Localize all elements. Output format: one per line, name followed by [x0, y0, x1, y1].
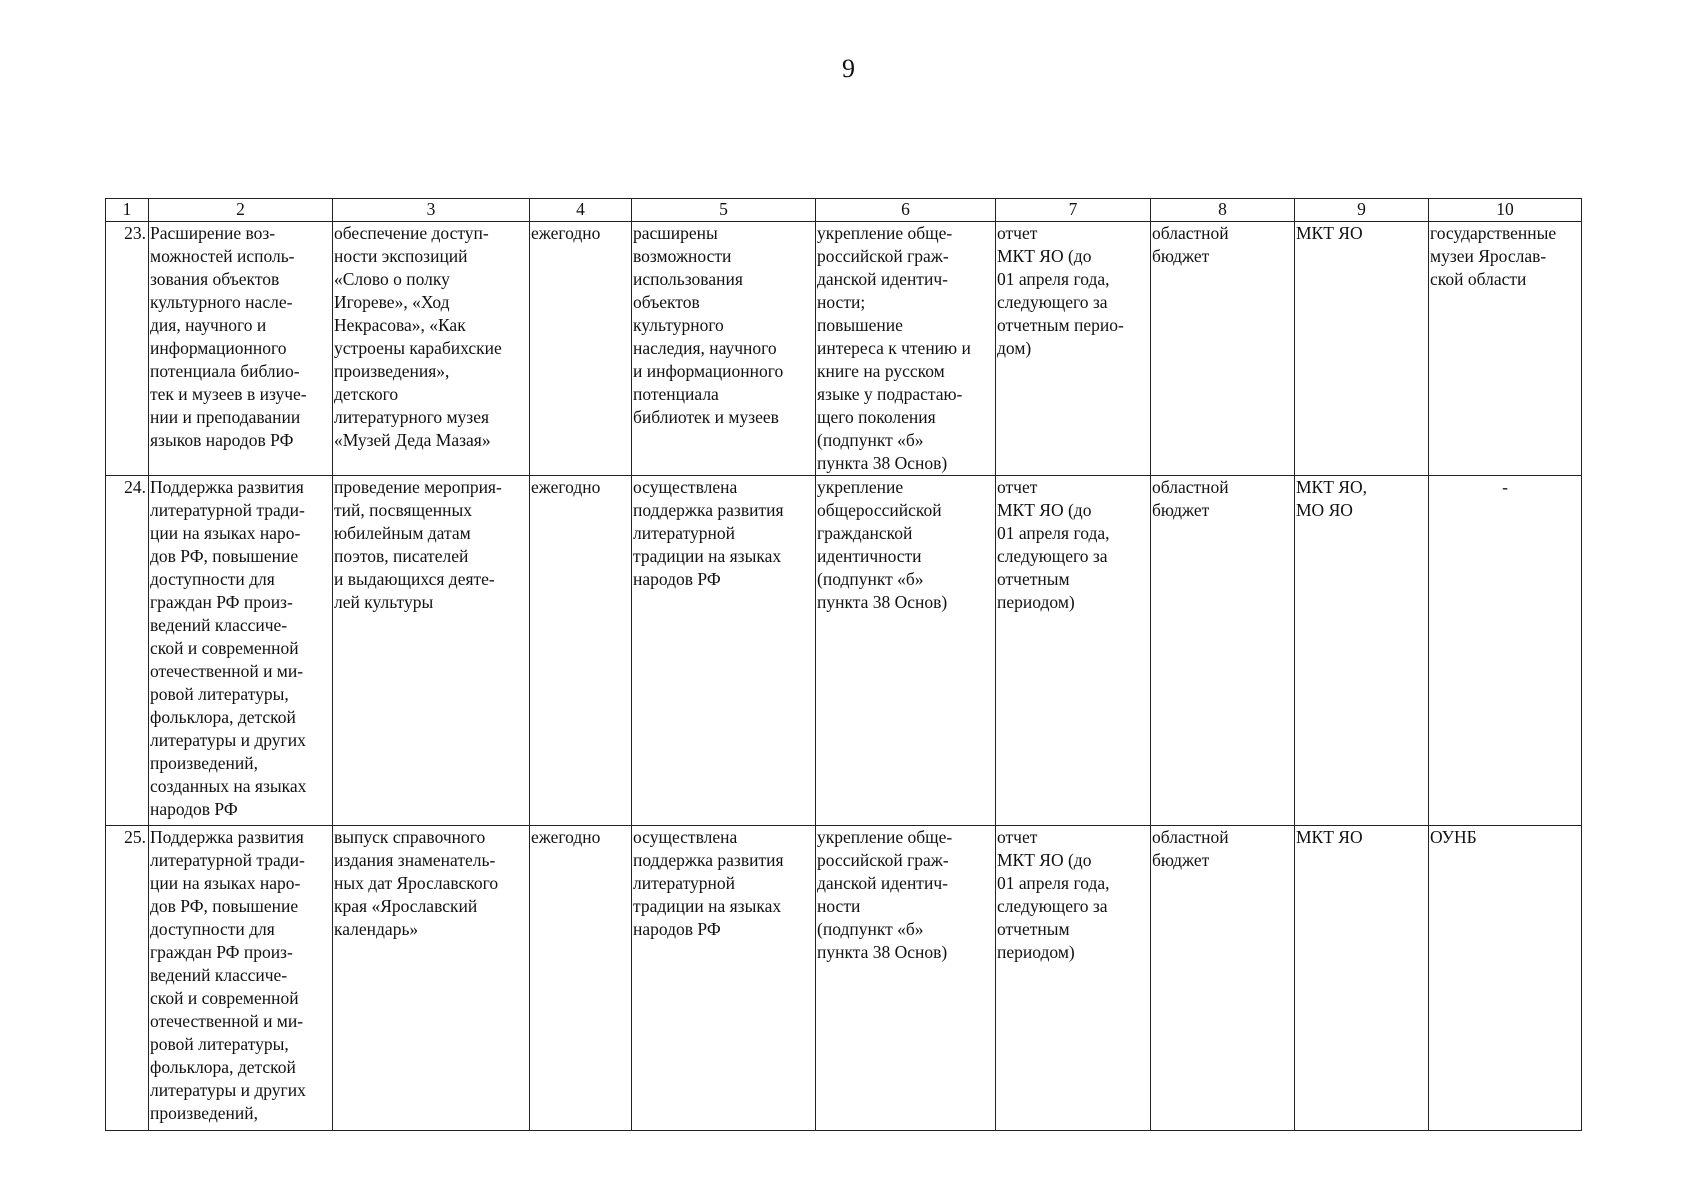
row-number: 25.: [106, 826, 149, 1131]
report-form: отчет МКТ ЯО (до 01 апреля года, следующего за отчетным перио- дом): [996, 222, 1151, 476]
column-header: 7: [996, 199, 1151, 222]
table-row: [106, 222, 1582, 476]
co-executor: -: [1429, 476, 1582, 826]
co-executor: ОУНБ: [1429, 826, 1582, 1131]
expected-result: осуществлена поддержка развития литературной традиции на языках народов РФ: [632, 826, 816, 1131]
column-header: 9: [1295, 199, 1429, 222]
column-header: 3: [333, 199, 530, 222]
co-executor: государственные музеи Ярослав- ской области: [1429, 222, 1582, 476]
table-row: [106, 826, 1582, 1131]
column-header: 5: [632, 199, 816, 222]
deadline: ежегодно: [530, 476, 632, 826]
responsible-executor: МКТ ЯО, МО ЯО: [1295, 476, 1429, 826]
row-number: 24.: [106, 476, 149, 826]
deadline: ежегодно: [530, 826, 632, 1131]
column-header: 10: [1429, 199, 1582, 222]
report-form: отчет МКТ ЯО (до 01 апреля года, следующего за отчетным периодом): [996, 476, 1151, 826]
column-header: 2: [149, 199, 333, 222]
row-number: 23.: [106, 222, 149, 476]
activity-description: обеспечение доступ- ности экспозиций «Слово о полку Игореве», «Ход Некрасова», «Как устроены карабихские произведения», детского литературного музея «Музей Деда Мазая»: [333, 222, 530, 476]
strategic-goal: укрепление обще- российской граж- данской идентич- ности; повышение интереса к чтению и книге на русском языке у подрастаю- щего поколения (подпункт «б» пункта 38 Основ): [816, 222, 996, 476]
table-row: [106, 476, 1582, 826]
expected-result: осуществлена поддержка развития литературной традиции на языках народов РФ: [632, 476, 816, 826]
measure-name: Поддержка развития литературной тради- ции на языках наро- дов РФ, повышение доступности для граждан РФ произ- ведений классиче- ской и современной отечественной и ми- ровой литературы, фольклора, детской литературы и других произведений, созданных на языках народов РФ: [149, 476, 333, 826]
report-form: отчет МКТ ЯО (до 01 апреля года, следующего за отчетным периодом): [996, 826, 1151, 1131]
activity-description: выпуск справочного издания знаменатель- ных дат Ярославского края «Ярославский календарь»: [333, 826, 530, 1131]
strategic-goal: укрепление общероссийской гражданской идентичности (подпункт «б» пункта 38 Основ): [816, 476, 996, 826]
funding-source: областной бюджет: [1151, 826, 1295, 1131]
funding-source: областной бюджет: [1151, 222, 1295, 476]
measure-name: Расширение воз- можностей исполь- зования объектов культурного насле- дия, научного и информационного потенциала библио- тек и музеев в изуче- нии и преподавании языков народов РФ: [149, 222, 333, 476]
column-header: 4: [530, 199, 632, 222]
column-header: 8: [1151, 199, 1295, 222]
deadline: ежегодно: [530, 222, 632, 476]
page-number: 9: [842, 54, 855, 83]
measures-table: [105, 198, 1582, 1131]
measure-name: Поддержка развития литературной тради- ции на языках наро- дов РФ, повышение доступности для граждан РФ произ- ведений классиче- ской и современной отечественной и ми- ровой литературы, фольклора, детской литературы и других произведений,: [149, 826, 333, 1131]
table-header-row: [106, 199, 1582, 222]
column-header: 6: [816, 199, 996, 222]
column-header: 1: [106, 199, 149, 222]
responsible-executor: МКТ ЯО: [1295, 826, 1429, 1131]
expected-result: расширены возможности использования объектов культурного наследия, научного и информационного потенциала библиотек и музеев: [632, 222, 816, 476]
strategic-goal: укрепление обще- российской граж- данской идентич- ности (подпункт «б» пункта 38 Основ): [816, 826, 996, 1131]
responsible-executor: МКТ ЯО: [1295, 222, 1429, 476]
activity-description: проведение мероприя- тий, посвященных юбилейным датам поэтов, писателей и выдающихся деяте- лей культуры: [333, 476, 530, 826]
funding-source: областной бюджет: [1151, 476, 1295, 826]
